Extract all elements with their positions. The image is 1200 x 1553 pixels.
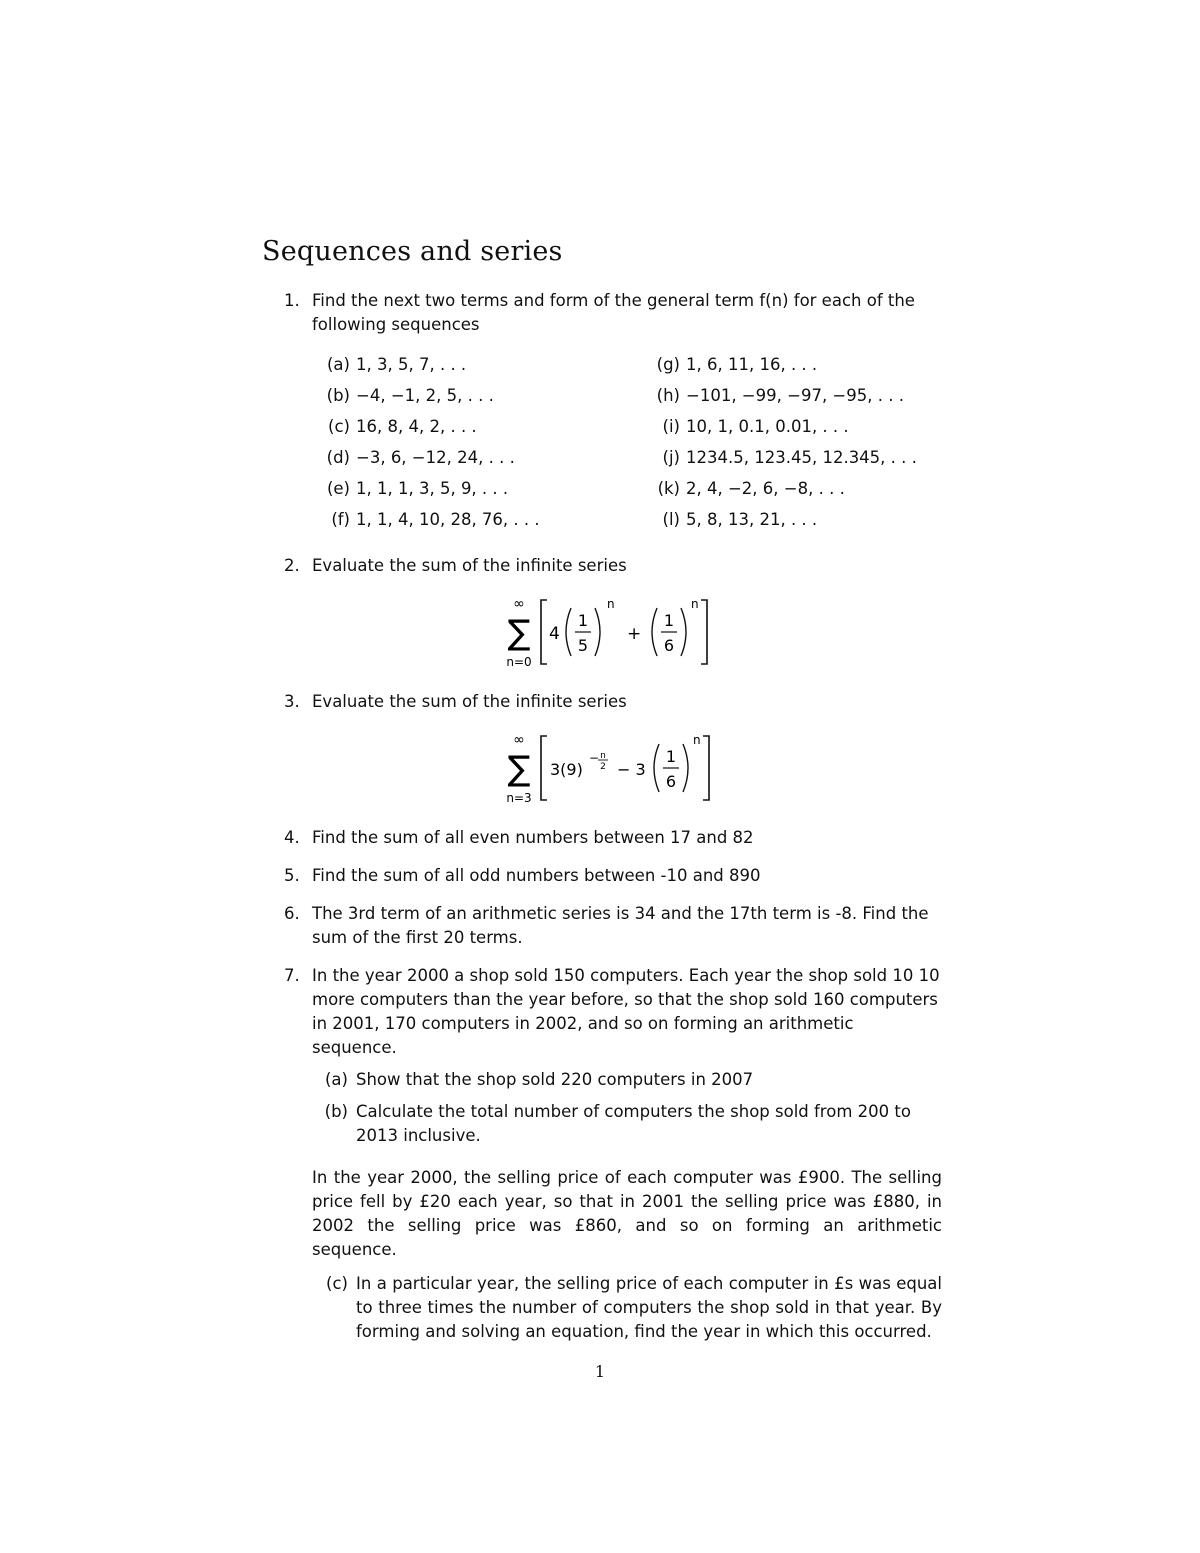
sequence-item bbox=[650, 477, 980, 501]
subquestion-a bbox=[312, 1068, 942, 1092]
question-text: Find the next two terms and form of the general term f(n) for each of the following sequences bbox=[312, 291, 915, 334]
fraction-numerator: 1 bbox=[577, 611, 589, 630]
sequence-item bbox=[320, 508, 650, 532]
fraction-denominator: 6 bbox=[665, 772, 677, 791]
sequence-item bbox=[650, 415, 980, 439]
question-text: In the year 2000 a shop sold 150 computers. Each year the shop sold 10 10 more computers than the year before, so that the shop sold 160 computers in 2001, 170 computers in 2002, and so on forming an arithmetic sequence. bbox=[312, 966, 940, 1057]
sequence-terms: 1, 1, 1, 3, 5, 9, . . . bbox=[356, 479, 509, 498]
sequence-label: (k) bbox=[657, 479, 680, 498]
sequence-item bbox=[650, 384, 980, 408]
sequence-terms: 1, 3, 5, 7, . . . bbox=[356, 355, 467, 374]
exponent-denominator: 2 bbox=[600, 762, 606, 772]
sequence-item bbox=[320, 446, 650, 470]
question-number: 2. bbox=[284, 556, 300, 575]
sequence-item bbox=[650, 508, 980, 532]
exponent: n bbox=[691, 597, 699, 611]
sequence-terms: 16, 8, 4, 2, . . . bbox=[356, 417, 477, 436]
sequence-label: (g) bbox=[656, 355, 680, 374]
sequence-label: (a) bbox=[327, 355, 350, 374]
sequence-label: (f) bbox=[331, 510, 350, 529]
sequence-terms: 5, 8, 13, 21, . . . bbox=[686, 510, 818, 529]
question-text: Evaluate the sum of the infinite series bbox=[312, 556, 627, 575]
sequence-label: (j) bbox=[662, 448, 680, 467]
subquestion-text: Calculate the total number of computers the shop sold from 200 to 2013 inclusive. bbox=[356, 1102, 911, 1145]
question-number: 7. bbox=[284, 966, 300, 985]
sequence-terms: 1, 6, 11, 16, . . . bbox=[686, 355, 818, 374]
page-title: Sequences and series bbox=[262, 236, 563, 267]
fraction-denominator: 5 bbox=[577, 636, 589, 655]
fraction-numerator: 1 bbox=[663, 611, 675, 630]
sequence-terms: −101, −99, −97, −95, . . . bbox=[686, 386, 904, 405]
left-paren bbox=[652, 608, 657, 656]
sum-lower-limit: n=0 bbox=[506, 655, 532, 669]
sequence-item bbox=[650, 446, 980, 470]
sequence-terms: 10, 1, 0.1, 0.01, . . . bbox=[686, 417, 849, 436]
sequence-label: (b) bbox=[326, 386, 350, 405]
sequence-item bbox=[650, 353, 980, 377]
sequence-terms: −4, −1, 2, 5, . . . bbox=[356, 386, 494, 405]
question-number: 4. bbox=[284, 828, 300, 847]
right-paren bbox=[681, 608, 686, 656]
worksheet-page bbox=[262, 236, 942, 1358]
fraction-numerator: 1 bbox=[665, 747, 677, 766]
right-bracket bbox=[703, 736, 709, 800]
question-text: Evaluate the sum of the infinite series bbox=[312, 692, 627, 711]
question-4 bbox=[262, 826, 942, 850]
series-formula-2 bbox=[312, 722, 942, 812]
question-6 bbox=[262, 902, 942, 950]
subquestion-text: In a particular year, the selling price of each computer in £s was equal to three times the number of computers the shop sold in that year. By forming and solving an equation, find the year in which this occurred. bbox=[356, 1274, 942, 1341]
question-number: 5. bbox=[284, 866, 300, 885]
sequence-terms: 1, 1, 4, 10, 28, 76, . . . bbox=[356, 510, 540, 529]
right-paren bbox=[683, 744, 688, 792]
sequence-list bbox=[320, 353, 942, 532]
question-number: 1. bbox=[284, 291, 300, 310]
subquestion-b bbox=[312, 1100, 942, 1148]
sequence-label: (e) bbox=[326, 479, 350, 498]
left-bracket bbox=[541, 600, 547, 664]
subquestion-text: Show that the shop sold 220 computers in 2007 bbox=[356, 1070, 754, 1089]
minus-operator: − 3 bbox=[617, 760, 646, 779]
question-text: Find the sum of all even numbers between 17 and 82 bbox=[312, 828, 754, 847]
exponent: n bbox=[607, 597, 615, 611]
question-2 bbox=[262, 554, 942, 676]
sequence-label: (c) bbox=[328, 417, 350, 436]
term-base: 3(9) bbox=[550, 760, 583, 779]
exponent-numerator: n bbox=[600, 751, 606, 761]
sequence-label: (l) bbox=[662, 510, 680, 529]
question-1 bbox=[262, 289, 942, 532]
coefficient: 4 bbox=[549, 624, 560, 644]
plus-operator: + bbox=[627, 624, 642, 644]
series-formula-1 bbox=[312, 586, 942, 676]
subquestion-c bbox=[312, 1272, 942, 1344]
sequence-terms: 1234.5, 123.45, 12.345, . . . bbox=[686, 448, 917, 467]
exponent: n bbox=[693, 733, 701, 747]
subquestion-label: (c) bbox=[326, 1274, 348, 1293]
right-paren bbox=[595, 608, 600, 656]
sum-lower-limit: n=3 bbox=[506, 791, 532, 805]
sequence-label: (i) bbox=[662, 417, 680, 436]
sum-upper-limit: ∞ bbox=[513, 732, 525, 748]
sequence-label: (d) bbox=[326, 448, 350, 467]
sequence-item bbox=[320, 415, 650, 439]
question-5 bbox=[262, 864, 942, 888]
fraction-denominator: 6 bbox=[663, 636, 675, 655]
left-bracket bbox=[541, 736, 547, 800]
sigma-symbol: ∑ bbox=[507, 749, 531, 789]
question-number: 3. bbox=[284, 692, 300, 711]
sequence-item bbox=[320, 477, 650, 501]
sequence-label: (h) bbox=[656, 386, 680, 405]
question-text: The 3rd term of an arithmetic series is 34 and the 17th term is -8. Find the sum of the first 20 terms. bbox=[312, 904, 929, 947]
right-bracket bbox=[701, 600, 707, 664]
question-3 bbox=[262, 690, 942, 812]
sequence-terms: 2, 4, −2, 6, −8, . . . bbox=[686, 479, 845, 498]
question-number: 6. bbox=[284, 904, 300, 923]
sequence-item bbox=[320, 384, 650, 408]
context-paragraph: In the year 2000, the selling price of each computer was £900. The selling price fell by £20 each year, so that in 2001 the selling price was £880, in 2002 the selling price was £860, and so on forming an arithmetic sequence. bbox=[312, 1168, 942, 1259]
page-number: 1 bbox=[594, 1362, 606, 1381]
sequence-terms: −3, 6, −12, 24, . . . bbox=[356, 448, 515, 467]
sequence-item bbox=[320, 353, 650, 377]
question-7 bbox=[262, 964, 942, 1344]
question-text: Find the sum of all odd numbers between -10 and 890 bbox=[312, 866, 761, 885]
subquestion-label: (b) bbox=[324, 1102, 348, 1121]
subquestion-label: (a) bbox=[325, 1070, 348, 1089]
sigma-symbol: ∑ bbox=[507, 613, 531, 653]
left-paren bbox=[654, 744, 659, 792]
sum-upper-limit: ∞ bbox=[513, 596, 525, 612]
exponent-sign: − bbox=[589, 751, 600, 765]
left-paren bbox=[566, 608, 571, 656]
